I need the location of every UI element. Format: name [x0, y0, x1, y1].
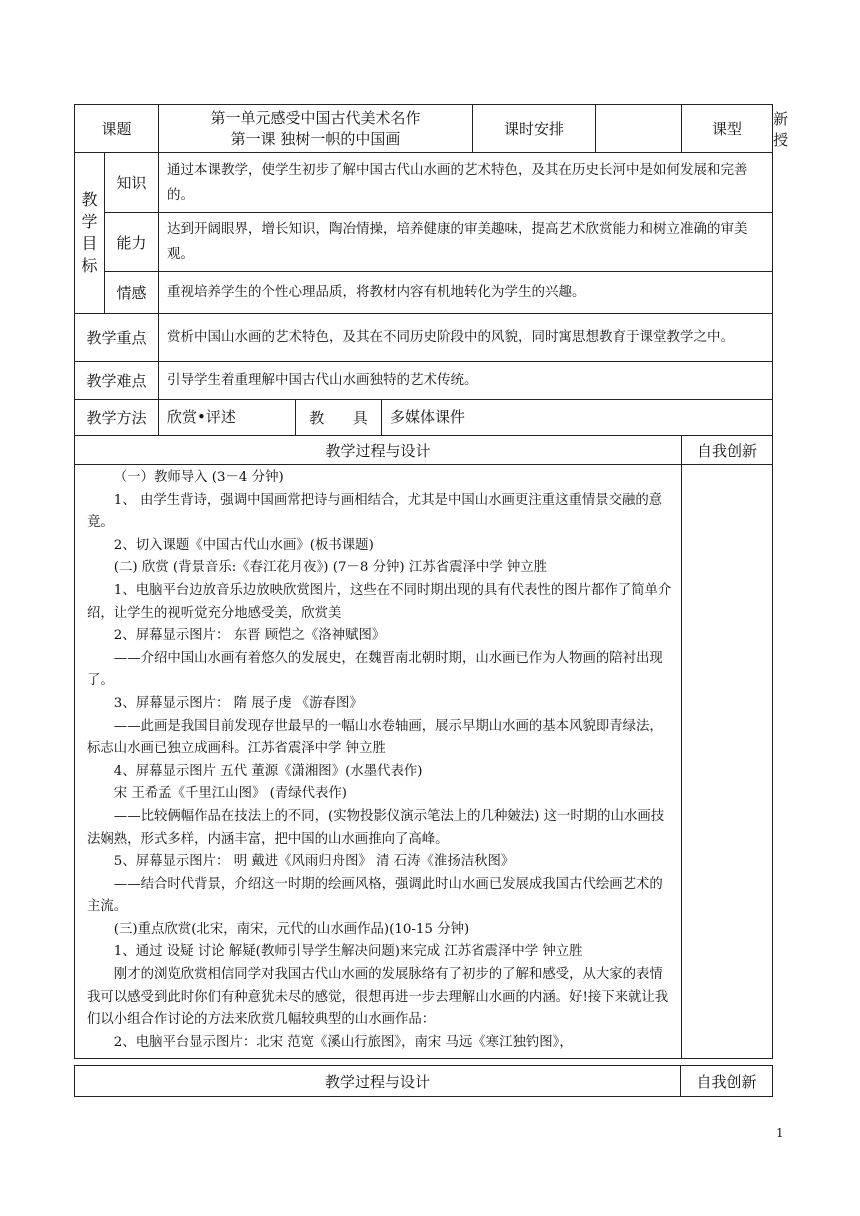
process-paragraph: ——比较俩幅作品在技法上的不同，(实物投影仪演示笔法上的几种皴法) 这一时期的山水画技法娴熟，形式多样，内涵丰富，把中国的山水画推向了高峰。: [87, 808, 665, 847]
topic-line-1: 第一单元感受中国古代美术名作: [210, 108, 421, 127]
process-paragraph: 刚才的浏览欣赏相信同学对我国古代山水画的发展脉络有了初步的了解和感受，从大家的表情我可以感受到此时你们有种意犹未尽的感觉，很想再进一步去理解山水画的内涵。好!接下来就让我们以小组合作讨论的方法来欣赏几幅较典型的山水画作品：: [87, 967, 669, 1028]
page-number: 1: [776, 1126, 784, 1140]
self-innovation-content: [682, 465, 773, 1059]
topic-label: 课题: [75, 105, 159, 153]
emotion-text: 重视培养学生的个性心理品质，将教材内容有机地转化为学生的兴趣。: [159, 272, 773, 314]
key-points-text: 赏析中国山水画的艺术特色，及其在不同历史阶段中的风貌，同时寓思想教育于课堂教学之中。: [159, 314, 773, 362]
tools-label: 教 具: [296, 400, 382, 436]
method-value: 欣赏•评述: [159, 400, 296, 436]
self-innovation-heading: 自我创新: [682, 436, 773, 465]
process-heading-row: [75, 436, 773, 465]
topic-line-2: 第一课 独树一帜的中国画: [230, 129, 401, 148]
process-heading-row-2: [75, 1066, 773, 1097]
difficulty-label: 教学难点: [75, 362, 159, 400]
process-paragraph: 2、屏幕显示图片： 东晋 顾恺之《洛神赋图》: [113, 628, 386, 644]
process-paragraph: （一）教师导入 (3－4 分钟): [113, 470, 284, 485]
ability-label: 能力: [105, 213, 159, 272]
type-label: 课型: [682, 105, 773, 153]
knowledge-row: [75, 153, 773, 213]
difficulty-text: 引导学生着重理解中国古代山水画独特的艺术传统。: [159, 362, 773, 400]
method-label: 教学方法: [75, 400, 159, 436]
process-continuation-table: [74, 1065, 773, 1097]
schedule-value: [596, 105, 682, 153]
process-paragraph: 宋 王希孟《千里江山图》 (青绿代表作): [113, 786, 348, 802]
process-content-row: [75, 465, 773, 1059]
process-paragraph: 1、电脑平台边放音乐边放映欣赏图片，这些在不同时期出现的具有代表性的图片都作了简单介绍，让学生的视听觉充分地感受美，欣赏美: [87, 582, 672, 621]
process-paragraph: 5、屏幕显示图片： 明 戴进《风雨归舟图》 清 石涛《淮扬洁秋图》: [113, 854, 515, 870]
ability-text: 达到开阔眼界，增长知识，陶冶情操，培养健康的审美趣味，提高艺术欣赏能力和树立准确的审美观。: [159, 213, 773, 272]
process-paragraph: 4、屏幕显示图片 五代 董源《潇湘图》(水墨代表作): [113, 763, 423, 779]
process-heading-2: 教学过程与设计: [75, 1066, 681, 1097]
topic-value: [159, 105, 473, 153]
header-row: 课题 第一单元感受中国古代美术名作 第一课 独树一帜的中国画 课时安排 课型 新 授: [75, 105, 773, 153]
schedule-label: 课时安排: [473, 105, 596, 153]
process-paragraph: ——结合时代背景，介绍这一时期的绘画风格，强调此时山水画已发展成我国古代绘画艺术的主流。: [87, 876, 663, 915]
lesson-plan-table: [74, 104, 789, 1059]
objectives-label: 教 学 目 标: [75, 153, 105, 314]
emotion-label: 情感: [105, 272, 159, 314]
key-points-label: 教学重点: [75, 314, 159, 362]
process-paragraph: (三)重点欣赏(北宋，南宋，元代的山水画作品)(10-15 分钟): [113, 921, 470, 937]
difficulty-row: [75, 362, 773, 400]
process-paragraph: 3、屏幕显示图片： 隋 展子虔 《游春图》: [113, 695, 363, 711]
process-paragraph: (二) 欣赏 (背景音乐:《春江花月夜》) (7－8 分钟) 江苏省震泽中学 钟立胜: [113, 560, 548, 576]
process-paragraph: 2、电脑平台显示图片：北宋 范宽《溪山行旅图》，南宋 马远《寒江独钓图》，: [113, 1034, 573, 1050]
process-paragraph: ——此画是我国目前发现存世最早的一幅山水卷轴画，展示早期山水画的基本风貌即青绿法，标志山水画已独立成画科。江苏省震泽中学 钟立胜: [87, 718, 663, 757]
knowledge-label: 知识: [105, 153, 159, 213]
self-innovation-heading-2: 自我创新: [681, 1066, 773, 1097]
ability-row: [75, 213, 773, 272]
key-points-row: [75, 314, 773, 362]
process-paragraph: 1、 由学生背诗，强调中国画常把诗与画相结合，尤其是中国山水画更注重这重情景交融的意竟。: [87, 492, 663, 531]
knowledge-text: 通过本课教学，使学生初步了解中国古代山水画的艺术特色，及其在历史长河中是如何发展和完善的。: [159, 153, 773, 213]
process-heading: 教学过程与设计: [75, 436, 682, 465]
process-content: [75, 465, 682, 1059]
process-paragraph: ——介绍中国山水画有着悠久的发展史，在魏晋南北朝时期，山水画已作为人物画的陪衬出现了。: [87, 650, 663, 689]
process-paragraph: 2、切入课题《中国古代山水画》(板书课题): [113, 537, 374, 553]
emotion-row: [75, 272, 773, 314]
tools-value: 多媒体课件: [382, 400, 773, 436]
method-row: [75, 400, 773, 436]
process-paragraph: 1、通过 设疑 讨论 解疑(教师引导学生解决问题)来完成 江苏省震泽中学 钟立胜: [113, 944, 583, 960]
